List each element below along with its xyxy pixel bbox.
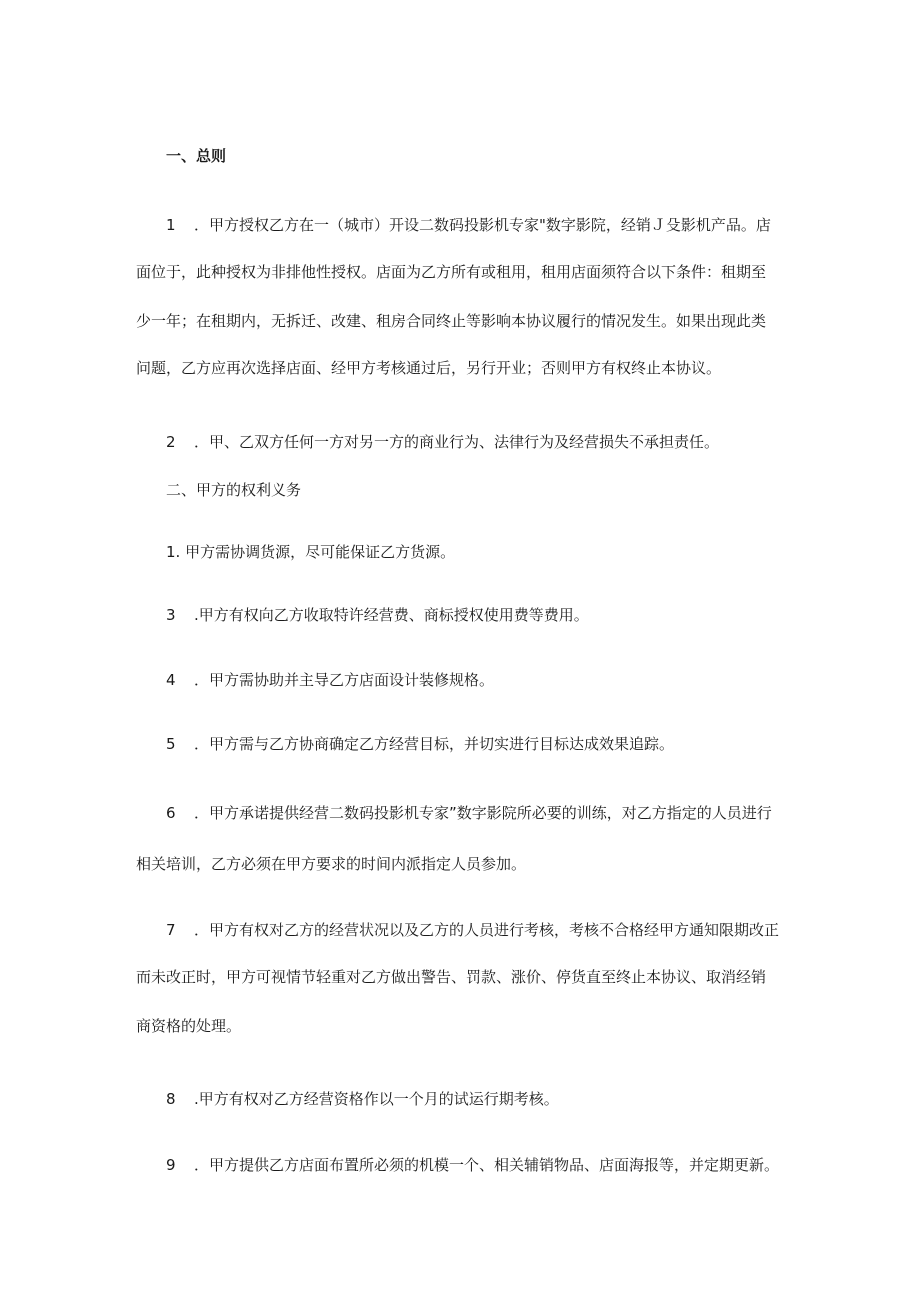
- clause-number: 9: [166, 1156, 176, 1174]
- party-a-clause-9: [166, 1155, 826, 1175]
- party-a-clause-6-line-1: [166, 803, 826, 823]
- party-a-clause-6-line-2: 相关培训，乙方必须在甲方要求的时间内派指定人员参加。: [136, 855, 527, 873]
- clause-text: ．甲方授权乙方在一（城市）开设二数码投影机专家"数字影院，经销Ｊ殳影机产品。店: [194, 216, 771, 234]
- clause-1-line-1: [166, 215, 826, 235]
- party-a-clause-7-line-2: 而未改正时，甲方可视情节轻重对乙方做出警告、罚款、涨价、停货直至终止本协议、取消经销: [136, 968, 767, 986]
- section-heading-general: 一、总则: [166, 147, 227, 165]
- clause-number: 8: [166, 1090, 176, 1108]
- clause-1-line-4: 问题，乙方应再次选择店面、经甲方考核通过后，另行开业；否则甲方有权终止本协议。: [136, 359, 722, 377]
- clause-number: 2: [166, 433, 176, 451]
- party-a-clause-5: [166, 734, 826, 754]
- clause-number: 3: [166, 606, 176, 624]
- clause-number: 1: [166, 216, 176, 234]
- clause-text: ．甲、乙双方任何一方对另一方的商业行为、法律行为及经营损失不承担责任。: [194, 433, 720, 451]
- clause-number: 7: [166, 921, 176, 939]
- clause-text: ．甲方有权对乙方的经营状况以及乙方的人员进行考核，考核不合格经甲方通知限期改正: [194, 921, 780, 939]
- party-a-clause-7-line-1: [166, 920, 826, 940]
- clause-text: .甲方有权向乙方收取特许经营费、商标授权使用费等费用。: [194, 606, 589, 624]
- clause-number: 4: [166, 671, 176, 689]
- clause-number: 6: [166, 804, 176, 822]
- party-a-clause-1: 1. 甲方需协调货源，尽可能保证乙方货源。: [166, 543, 456, 561]
- section-heading-party-a-rights: 二、甲方的权利义务: [166, 481, 302, 499]
- party-a-clause-8: [166, 1089, 826, 1109]
- party-a-clause-7-line-3: 商资格的处理。: [136, 1017, 242, 1035]
- clause-text: ．甲方承诺提供经营二数码投影机专家”数字影院所必要的训练，对乙方指定的人员进行: [194, 804, 772, 822]
- clause-text: ．甲方需与乙方协商确定乙方经营目标，并切实进行目标达成效果追踪。: [194, 735, 675, 753]
- clause-text: ．甲方提供乙方店面布置所必须的机模一个、相关辅销物品、店面海报等，并定期更新。: [194, 1156, 780, 1174]
- clause-1-line-2: 面位于，此种授权为非排他性授权。店面为乙方所有或租用，租用店面须符合以下条件：租期至: [136, 263, 767, 281]
- clause-2-line-1: [166, 432, 826, 452]
- clause-text: ．甲方需协助并主导乙方店面设计装修规格。: [194, 671, 495, 689]
- party-a-clause-3: [166, 605, 826, 625]
- clause-text: .甲方有权对乙方经营资格作以一个月的试运行期考核。: [194, 1090, 559, 1108]
- clause-number: 5: [166, 735, 176, 753]
- clause-1-line-3: 少一年；在租期内，无拆迁、改建、租房合同终止等影响本协议履行的情况发生。如果出现此类: [136, 312, 767, 330]
- party-a-clause-4: [166, 670, 826, 690]
